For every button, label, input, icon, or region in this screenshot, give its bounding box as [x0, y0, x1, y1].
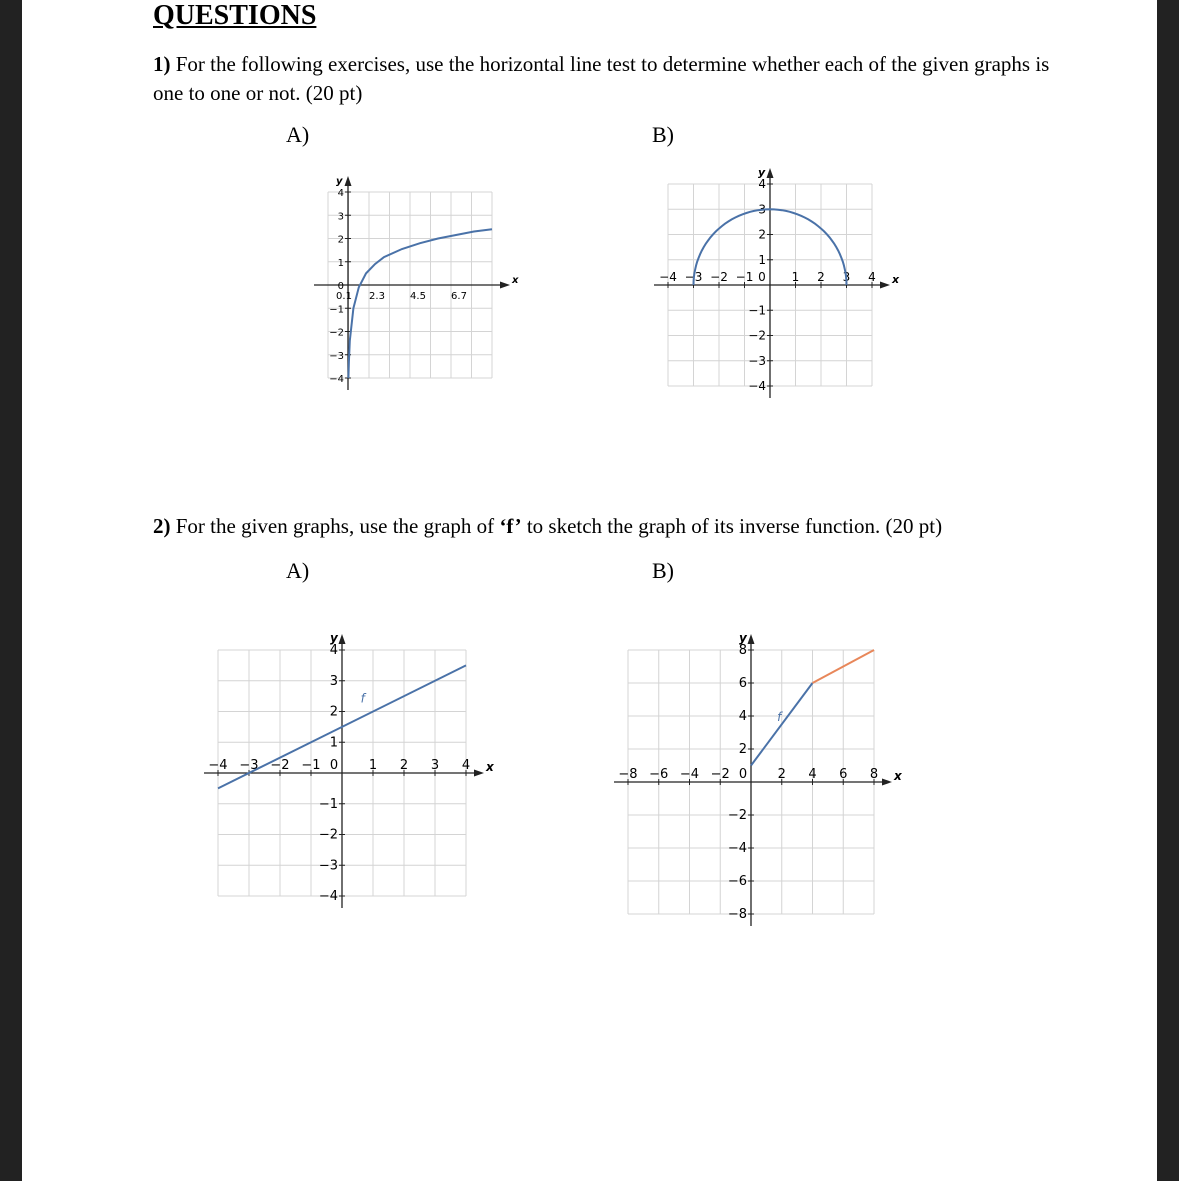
y-tick-label: −1: [318, 796, 338, 812]
y-axis-label: y: [739, 631, 747, 645]
x-tick-label: 1: [368, 758, 378, 773]
x-tick-label: −3: [684, 270, 703, 284]
x-axis-arrow: [880, 282, 890, 289]
y-tick-label: −2: [727, 808, 747, 823]
y-tick-label: −4: [318, 889, 338, 904]
x-tick-label: −2: [710, 270, 728, 284]
x-axis-arrow: [500, 282, 510, 289]
graph-q2a: [196, 624, 494, 924]
y-tick-label: 2: [337, 234, 344, 246]
x-axis-label: x: [894, 769, 902, 783]
x-tick-label: −6: [649, 767, 669, 782]
x-tick-label: −2: [270, 758, 290, 773]
y-tick-label: 3: [758, 202, 766, 217]
y-tick-label: 1: [337, 257, 344, 269]
question-1-body: For the following exercises, use the horizontal line test to determine whether each of the given graphs is one to one or not. (20 pt): [153, 52, 1050, 105]
function-label-f: f: [777, 709, 782, 724]
y-axis-arrow: [345, 176, 352, 186]
question-2-body-end: to sketch the graph of its inverse function. (20 pt): [521, 514, 943, 538]
question-2-label-b: B): [652, 558, 674, 583]
x-axis-arrow: [882, 779, 892, 786]
y-tick-label: −8: [727, 907, 747, 922]
y-axis-label: y: [336, 176, 343, 187]
y-axis-label: y: [330, 631, 338, 645]
question-2-f-mark: ‘f’: [499, 514, 522, 538]
y-axis-arrow: [339, 634, 346, 644]
y-tick-label: 8: [738, 643, 747, 658]
y-tick-label: 4: [758, 177, 766, 191]
x-tick-label: 4: [461, 758, 471, 773]
x-axis-label: x: [486, 760, 494, 774]
x-tick-label: −4: [208, 758, 228, 773]
y-tick-label: 1: [329, 735, 338, 751]
y-tick-label: 2: [738, 742, 747, 757]
x-axis-arrow: [474, 770, 484, 777]
question-1-label-b: B): [652, 122, 674, 147]
y-tick-label: 2: [758, 227, 766, 242]
y-tick-label: −2: [318, 827, 338, 843]
x-tick-label: −1: [735, 270, 754, 284]
y-tick-label: 6: [738, 676, 747, 691]
question-2-text: [153, 514, 942, 539]
y-tick-label: −6: [727, 874, 747, 889]
graph-q1b: [648, 160, 900, 408]
x-tick-label: 4: [808, 767, 817, 782]
x-tick-label: −1: [301, 758, 321, 773]
y-tick-label: −3: [318, 858, 338, 874]
y-tick-label: 4: [738, 709, 747, 724]
x-tick-label: 6.7: [451, 291, 467, 302]
y-tick-label: −1: [329, 304, 344, 316]
y-tick-label: −4: [727, 841, 747, 856]
question-2-number: 2): [153, 514, 171, 538]
series-line: [348, 229, 492, 378]
x-tick-label: 0.1: [336, 291, 352, 302]
x-axis-label: x: [892, 273, 900, 286]
x-tick-label: 2: [399, 758, 409, 773]
function-label-f: f: [360, 691, 365, 706]
x-tick-label: −3: [239, 758, 259, 773]
y-tick-label: 4: [337, 188, 344, 199]
x-tick-label: 2: [817, 270, 825, 284]
document-page: [22, 0, 1157, 1181]
x-tick-label: 2: [777, 767, 786, 782]
graph-q1a: [284, 168, 524, 400]
x-tick-label: 4: [868, 270, 876, 284]
question-1-label-a: A): [286, 122, 310, 147]
x-tick-label: 2.3: [369, 291, 385, 302]
question-2-body-start: For the given graphs, use the graph of: [175, 514, 500, 538]
x-tick-label: 3: [842, 270, 851, 284]
question-1-number: 1): [153, 52, 171, 76]
question-2-label-a: A): [286, 558, 310, 583]
y-axis-arrow: [767, 168, 774, 178]
y-axis-arrow: [748, 634, 755, 644]
y-tick-label: 4: [329, 643, 338, 658]
x-tick-label: 1: [791, 270, 800, 284]
graph-q2b: [608, 624, 908, 936]
y-tick-label: −4: [329, 374, 344, 385]
y-tick-label: 1: [758, 252, 766, 267]
y-tick-label: −4: [748, 379, 766, 393]
y-tick-label: 3: [337, 211, 344, 223]
x-tick-label: 0: [329, 758, 339, 773]
x-tick-label: 0: [758, 270, 766, 284]
y-tick-label: −1: [748, 303, 766, 318]
x-tick-label: 3: [430, 758, 440, 773]
x-axis-label: x: [512, 275, 519, 286]
y-tick-label: 0: [337, 281, 344, 292]
page-heading: QUESTIONS: [153, 0, 317, 31]
y-tick-label: 2: [329, 704, 338, 720]
x-tick-label: 6: [839, 767, 848, 782]
x-tick-label: 0: [738, 767, 748, 782]
x-tick-label: −8: [618, 767, 638, 782]
question-1-text: [153, 50, 1053, 108]
x-tick-label: 8: [869, 767, 879, 782]
x-tick-label: −2: [710, 767, 730, 782]
y-tick-label: −3: [748, 353, 766, 368]
x-tick-label: 4.5: [410, 291, 426, 302]
y-tick-label: −2: [748, 328, 766, 343]
y-axis-label: y: [758, 166, 766, 179]
x-tick-label: −4: [659, 270, 677, 284]
x-tick-label: −4: [679, 767, 700, 782]
y-tick-label: −3: [329, 350, 344, 362]
y-tick-label: −2: [329, 327, 344, 339]
y-tick-label: 3: [329, 673, 338, 689]
